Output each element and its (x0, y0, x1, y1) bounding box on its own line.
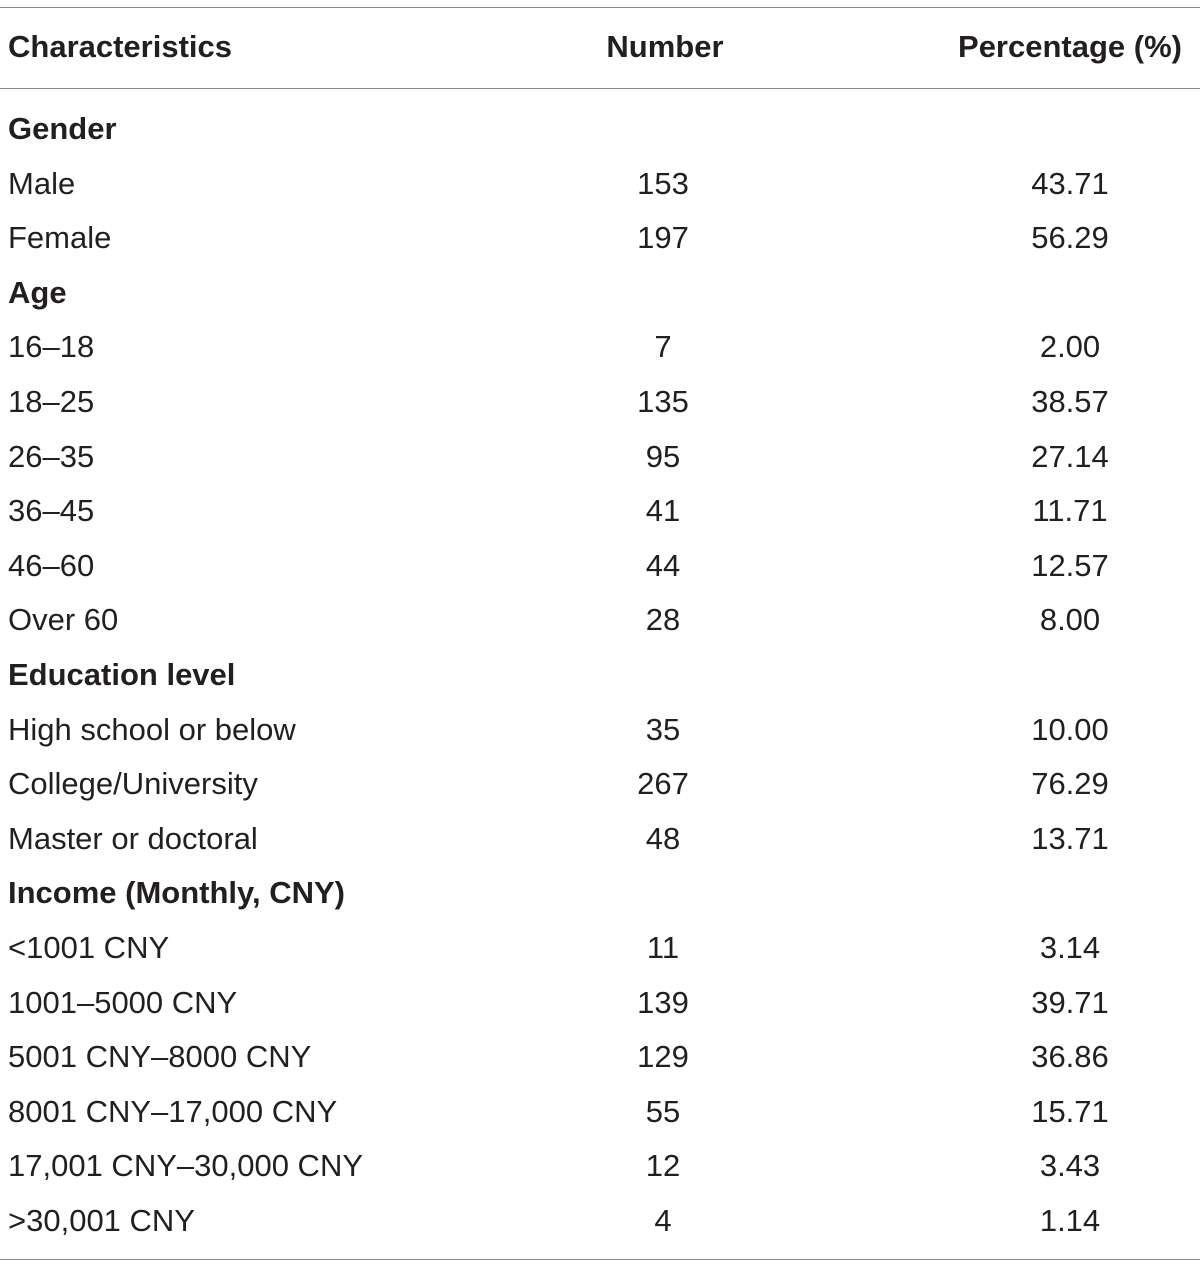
number-cell: 55 (645, 1093, 681, 1129)
header-rule (0, 88, 1200, 89)
table-row (0, 593, 1200, 647)
bottom-rule (0, 1259, 1200, 1260)
table-row (0, 1194, 1200, 1248)
percentage-cell: 12.57 (1031, 547, 1109, 583)
characteristic-cell: 8001 CNY–17,000 CNY (8, 1093, 338, 1129)
table-header-row (0, 20, 1200, 74)
section-label: Income (Monthly, CNY) (8, 875, 345, 911)
header-percentage: Percentage (%) (958, 29, 1182, 64)
table-row (0, 812, 1200, 866)
number-cell: 139 (637, 984, 689, 1020)
characteristic-cell: Male (8, 165, 76, 201)
percentage-cell: 43.71 (1031, 165, 1109, 201)
number-cell: 28 (645, 602, 681, 638)
header-number: Number (606, 29, 724, 64)
section-label: Age (8, 274, 67, 310)
table-row (0, 976, 1200, 1030)
percentage-cell: 13.71 (1031, 820, 1109, 856)
percentage-cell: 15.71 (1031, 1093, 1109, 1129)
characteristic-cell: 5001 CNY–8000 CNY (8, 1039, 312, 1075)
table-row (0, 703, 1200, 757)
table-row (0, 1139, 1200, 1193)
section-header-row (0, 266, 1200, 320)
table-row (0, 375, 1200, 429)
characteristic-cell: Master or doctoral (8, 820, 258, 856)
percentage-cell: 36.86 (1031, 1039, 1109, 1075)
section-header-row (0, 866, 1200, 920)
table-row (0, 757, 1200, 811)
number-cell: 129 (637, 1039, 689, 1075)
number-cell: 44 (645, 547, 681, 583)
table-row (0, 539, 1200, 593)
table-row (0, 1085, 1200, 1139)
characteristic-cell: Over 60 (8, 602, 119, 638)
characteristic-cell: 1001–5000 CNY (8, 984, 238, 1020)
section-label: Education level (8, 657, 236, 692)
number-cell: 12 (645, 1148, 681, 1184)
percentage-cell: 56.29 (1031, 220, 1109, 256)
number-cell: 11 (646, 930, 680, 965)
percentage-cell: 38.57 (1031, 384, 1109, 419)
percentage-cell: 8.00 (1039, 602, 1101, 638)
number-cell: 267 (637, 766, 689, 802)
characteristic-cell: High school or below (8, 711, 296, 747)
table-row (0, 211, 1200, 265)
table-row (0, 430, 1200, 484)
table-row (0, 157, 1200, 211)
number-cell: 35 (645, 711, 681, 747)
characteristic-cell: College/University (8, 766, 258, 802)
characteristic-cell: 17,001 CNY–30,000 CNY (8, 1148, 364, 1184)
section-header-row (0, 102, 1200, 156)
header-characteristics: Characteristics (8, 29, 233, 64)
percentage-cell: 27.14 (1031, 438, 1109, 474)
number-cell: 4 (654, 1203, 672, 1238)
percentage-cell: 3.43 (1039, 1148, 1101, 1184)
top-rule (0, 7, 1200, 8)
number-cell: 48 (645, 820, 681, 856)
table-row (0, 1030, 1200, 1084)
table-row (0, 320, 1200, 374)
characteristic-cell: 36–45 (8, 493, 95, 529)
percentage-cell: 10.00 (1031, 711, 1109, 747)
section-header-row (0, 648, 1200, 702)
table-row (0, 484, 1200, 538)
number-cell: 153 (637, 165, 689, 201)
number-cell: 197 (637, 220, 689, 256)
percentage-cell: 3.14 (1039, 930, 1101, 965)
characteristic-cell: >30,001 CNY (8, 1203, 195, 1238)
number-cell: 41 (645, 493, 681, 529)
table-row (0, 921, 1200, 975)
percentage-cell: 2.00 (1039, 329, 1101, 365)
percentage-cell: 76.29 (1031, 766, 1109, 802)
characteristic-cell: 46–60 (8, 547, 95, 583)
characteristic-cell: 26–35 (8, 438, 95, 474)
number-cell: 95 (645, 438, 681, 474)
percentage-cell: 11.71 (1032, 493, 1108, 529)
number-cell: 135 (637, 384, 689, 419)
characteristic-cell: 16–18 (8, 329, 95, 365)
percentage-cell: 39.71 (1031, 984, 1109, 1020)
characteristic-cell: Female (8, 220, 112, 256)
characteristic-cell: <1001 CNY (8, 930, 170, 965)
characteristic-cell: 18–25 (8, 384, 95, 419)
section-label: Gender (8, 111, 117, 146)
percentage-cell: 1.14 (1039, 1203, 1101, 1238)
number-cell: 7 (654, 329, 672, 365)
